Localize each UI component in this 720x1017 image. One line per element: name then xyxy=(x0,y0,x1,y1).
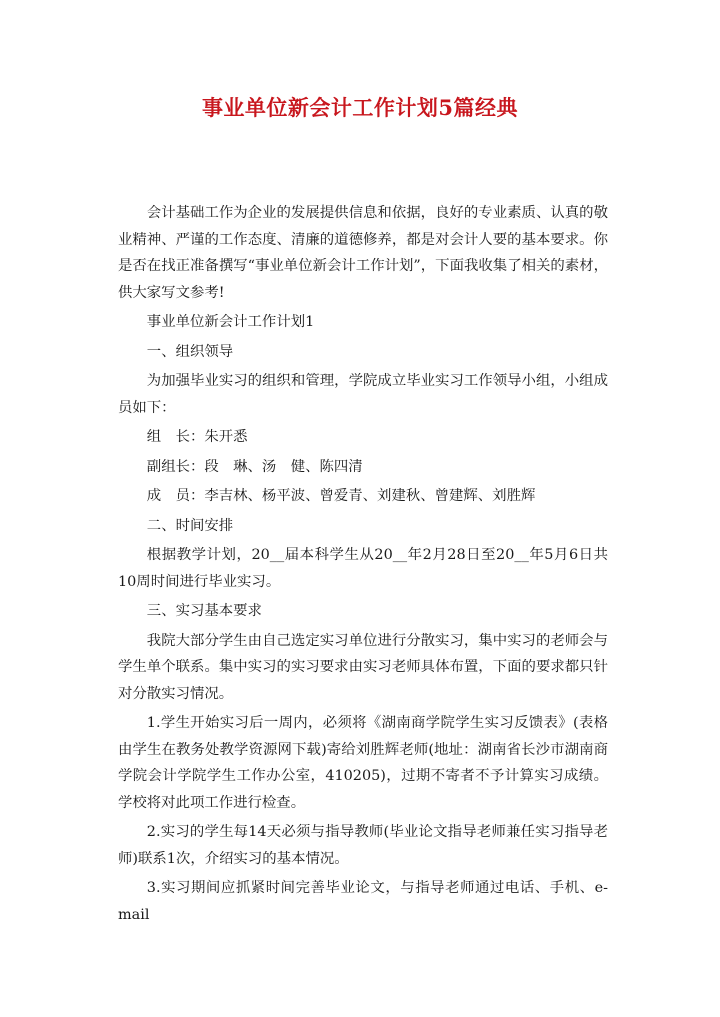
members-line: 成 员：李吉林、杨平波、曾爱青、刘建秋、曾建辉、刘胜辉 xyxy=(146,488,536,504)
intro-paragraph: 会计基础工作为企业的发展提供信息和依据，良好的专业素质、认真的敬业精神、严谨的工作态度、清廉的道德修养，都是对会计人要的基本要求。你是否在找正准备撰写“事业单位新会计工作计划”，下面我收集了相关的素材，供大家写文参考! xyxy=(118,205,608,301)
organization-paragraph: 为加强毕业实习的组织和管理，学院成立毕业实习工作领导小组，小组成员如下： xyxy=(118,373,608,416)
section-heading-organization: 一、组织领导 xyxy=(146,343,234,360)
requirement-item-1: 1.学生开始实习后一周内，必须将《湖南商学院学生实习反馈表》(表格由学生在教务处教学资源网下载)寄给刘胜辉老师(地址：湖南省长沙市湖南商学院会计学院学生工作办公室，410205)，过期不寄者不予计算实习成绩。学校将对此项工作进行检查。 xyxy=(118,715,608,811)
requirements-paragraph: 我院大部分学生由自己选定实习单位进行分散实习，集中实习的老师会与学生单个联系。集中实习的实习要求由实习老师具体布置，下面的要求都只针对分散实习情况。 xyxy=(118,632,608,702)
document-title: 事业单位新会计工作计划5篇经典 xyxy=(201,95,519,120)
section-heading-schedule: 二、时间安排 xyxy=(146,517,234,534)
leader-line: 组 长：朱开悉 xyxy=(146,429,248,445)
requirement-item-2: 2.实习的学生每14天必须与指导教师(毕业论文指导老师兼任实习指导老师)联系1次，介绍实习的基本情况。 xyxy=(118,824,608,867)
section-heading-requirements: 三、实习基本要求 xyxy=(146,603,262,619)
requirement-item-3: 3.实习期间应抓紧时间完善毕业论文，与指导老师通过电话、手机、e-mail xyxy=(118,880,608,923)
section-heading-plan1: 事业单位新会计工作计划1 xyxy=(146,314,315,330)
schedule-paragraph: 根据教学计划，20__届本科学生从20__年2月28日至20__年5月6日共10周时间进行毕业实习。 xyxy=(118,547,608,590)
deputy-leader-line: 副组长：段 琳、汤 健、陈四清 xyxy=(146,458,363,475)
document-body xyxy=(118,200,608,931)
